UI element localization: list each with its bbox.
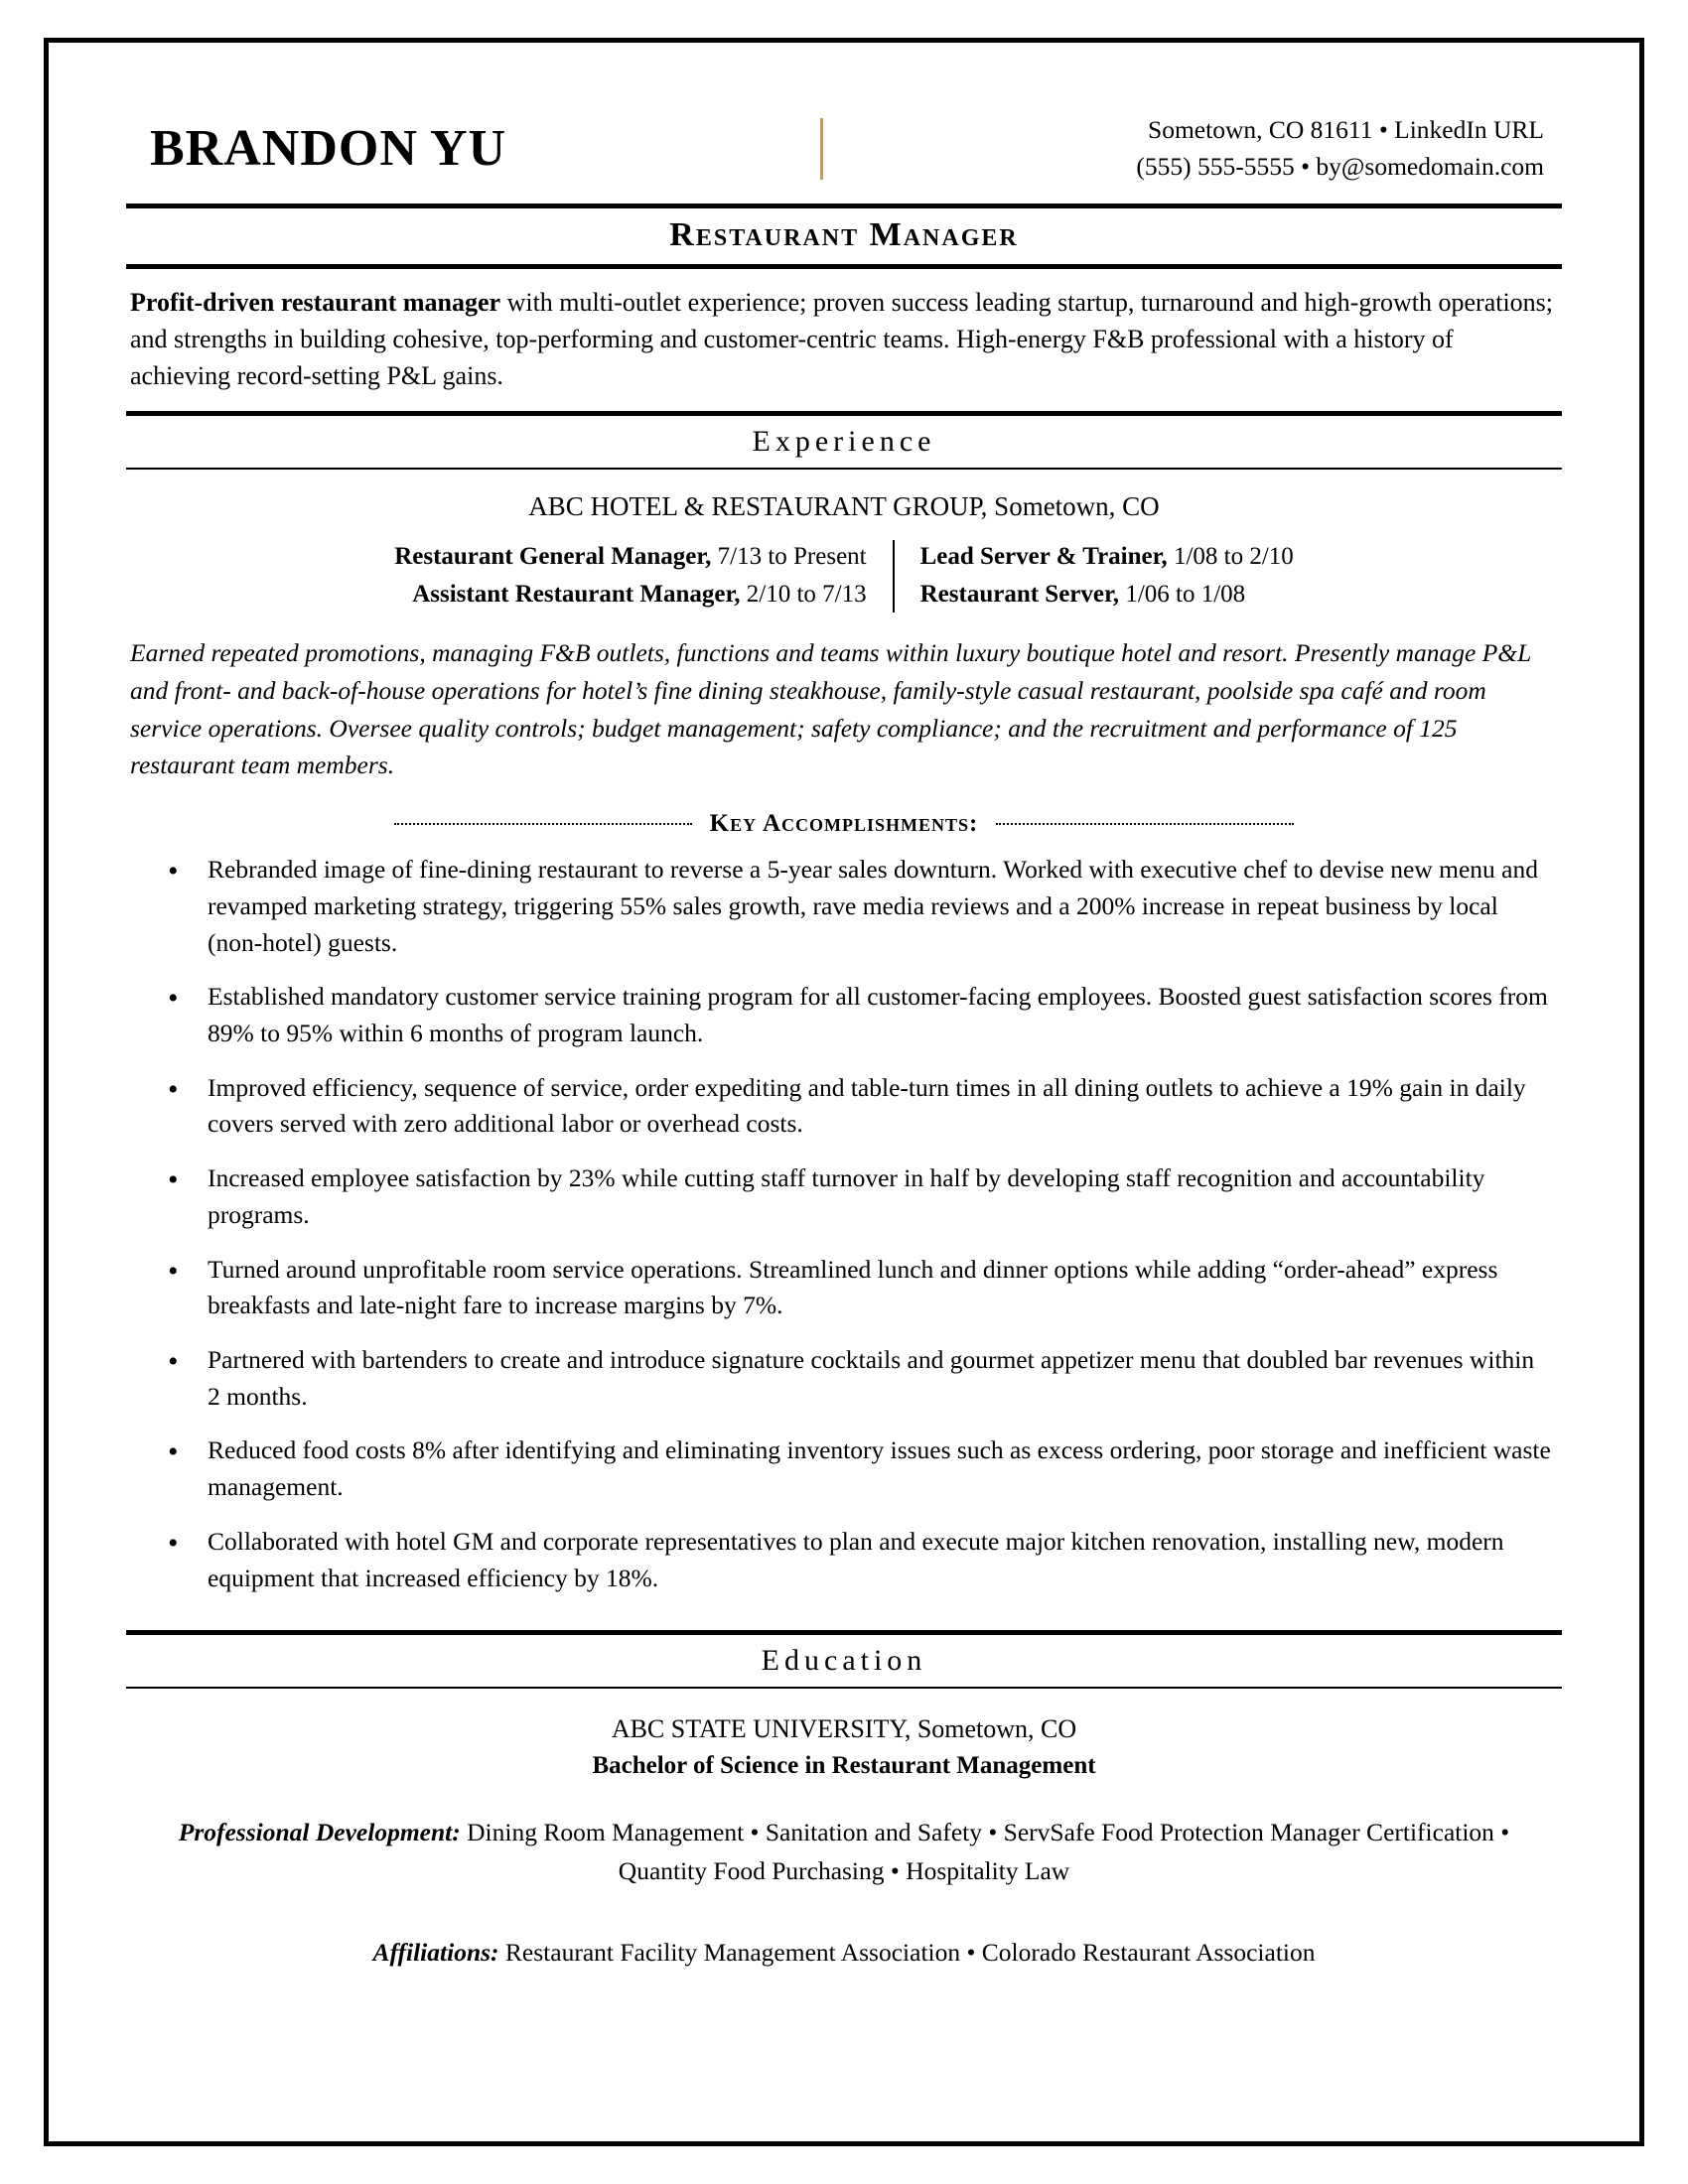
- professional-development-list: Dining Room Management • Sanitation and Safety • ServSafe Food Protection Manager Certification • Quantity Food Purchasing • Hospitality Law: [460, 1818, 1510, 1885]
- education-degree: Bachelor of Science in Restaurant Management: [592, 1752, 1096, 1780]
- dashed-rule-right: [996, 823, 1294, 825]
- section-heading-education: Education: [761, 1644, 927, 1678]
- professional-development-label: Professional Development:: [178, 1818, 461, 1847]
- key-accomplishments-label: Key Accomplishments:: [709, 810, 979, 838]
- experience-description: Earned repeated promotions, managing F&B outlets, functions and teams within luxury boutique hotel and resort. Presently manage P&L and front- and back-of-house operations for hotel’s fine dining steakhouse, family-style casual restaurant, poolside spa café and room service operations. Oversee quality controls; budget management; safety compliance; and the recruitment and performance of 125 restaurant team members.: [130, 638, 1531, 780]
- role-title: Lead Server & Trainer,: [919, 542, 1168, 570]
- affiliations: [126, 1922, 1562, 1978]
- resume-header: [126, 98, 1562, 204]
- list-item: • Improved efficiency, sequence of service, order expediting and table-turn times in all dining outlets to achieve a 19% gain in daily covers served with zero additional labor or overhead costs.: [156, 1070, 1552, 1160]
- role-entry: [920, 538, 1294, 577]
- contact-line-phone-email: (555) 555-5555 • by@somedomain.com: [1136, 151, 1544, 181]
- header-divider: [820, 118, 823, 180]
- professional-development: [126, 1802, 1562, 1896]
- resume-sheet: [44, 38, 1644, 2146]
- role-entry: [394, 576, 866, 614]
- list-item: • Collaborated with hotel GM and corporate representatives to plan and execute major kitchen renovation, installing new, modern equipment that increased efficiency by 18%.: [156, 1524, 1552, 1614]
- contact-line-location: Sometown, CO 81611 • LinkedIn URL: [1148, 115, 1544, 144]
- summary-lead: Profit-driven restaurant manager: [130, 287, 501, 317]
- role-entry: [920, 576, 1294, 614]
- role-dates: 7/13 to Present: [711, 542, 867, 570]
- dashed-rule-left: [394, 823, 692, 825]
- affiliations-label: Affiliations:: [372, 1937, 499, 1967]
- role-title: Assistant Restaurant Manager,: [412, 581, 741, 609]
- role-dates: 2/10 to 7/13: [740, 581, 867, 609]
- section-heading-experience: Experience: [752, 424, 936, 458]
- affiliations-list: Restaurant Facility Management Association • Colorado Restaurant Association: [498, 1937, 1316, 1967]
- role-dates: 1/06 to 1/08: [1119, 581, 1246, 609]
- list-item: • Reduced food costs 8% after identifying and eliminating inventory issues such as excess ordering, poor storage and inefficient waste management.: [156, 1433, 1552, 1523]
- contact-block: [1136, 112, 1562, 186]
- key-accomplishments-header: [126, 796, 1562, 848]
- role-title: Restaurant Server,: [919, 581, 1120, 609]
- education-school: ABC STATE UNIVERSITY, Sometown, CO: [611, 1714, 1077, 1744]
- roles-column-left: [368, 538, 892, 615]
- candidate-name: BRANDON YU: [150, 120, 507, 178]
- list-item: • Partnered with bartenders to create and introduce signature cocktails and gourmet appetizer menu that doubled bar revenues within 2 months.: [156, 1342, 1552, 1433]
- list-item: • Turned around unprofitable room service operations. Streamlined lunch and dinner options while adding “order-ahead” express breakfasts and late-night fare to increase margins by 7%.: [156, 1252, 1552, 1342]
- list-item: • Increased employee satisfaction by 23% while cutting staff turnover in half by developing staff recognition and accountability programs.: [156, 1160, 1552, 1251]
- accomplishments-list: [126, 848, 1562, 1614]
- role-title: Restaurant General Manager,: [394, 542, 712, 570]
- list-item: • Rebranded image of fine-dining restaurant to reverse a 5-year sales downturn. Worked with executive chef to devise new menu and revamped marketing strategy, triggering 55% sales growth, rave media reviews and a 200% increase in repeat business by local (non-hotel) guests.: [156, 852, 1552, 979]
- role-dates: 1/08 to 2/10: [1167, 542, 1294, 570]
- summary-rest: with multi-outlet experience; proven success leading startup, turnaround and high-growth operations; and strengths in building cohesive, top-performing and customer-centric teams. High-energy F&B professional with a history of achieving record-setting P&L gains.: [130, 287, 1554, 390]
- role-entry: [394, 538, 866, 577]
- list-item: • Established mandatory customer service training program for all customer-facing employees. Boosted guest satisfaction scores from 89% to 95% within 6 months of program launch.: [156, 979, 1552, 1069]
- roles-column-right: [895, 538, 1320, 615]
- roles-grid: [126, 538, 1562, 625]
- job-title: Restaurant Manager: [669, 215, 1019, 253]
- summary-paragraph: [126, 269, 1562, 411]
- employer-name: ABC HOTEL & RESTAURANT GROUP, Sometown, CO: [528, 490, 1160, 521]
